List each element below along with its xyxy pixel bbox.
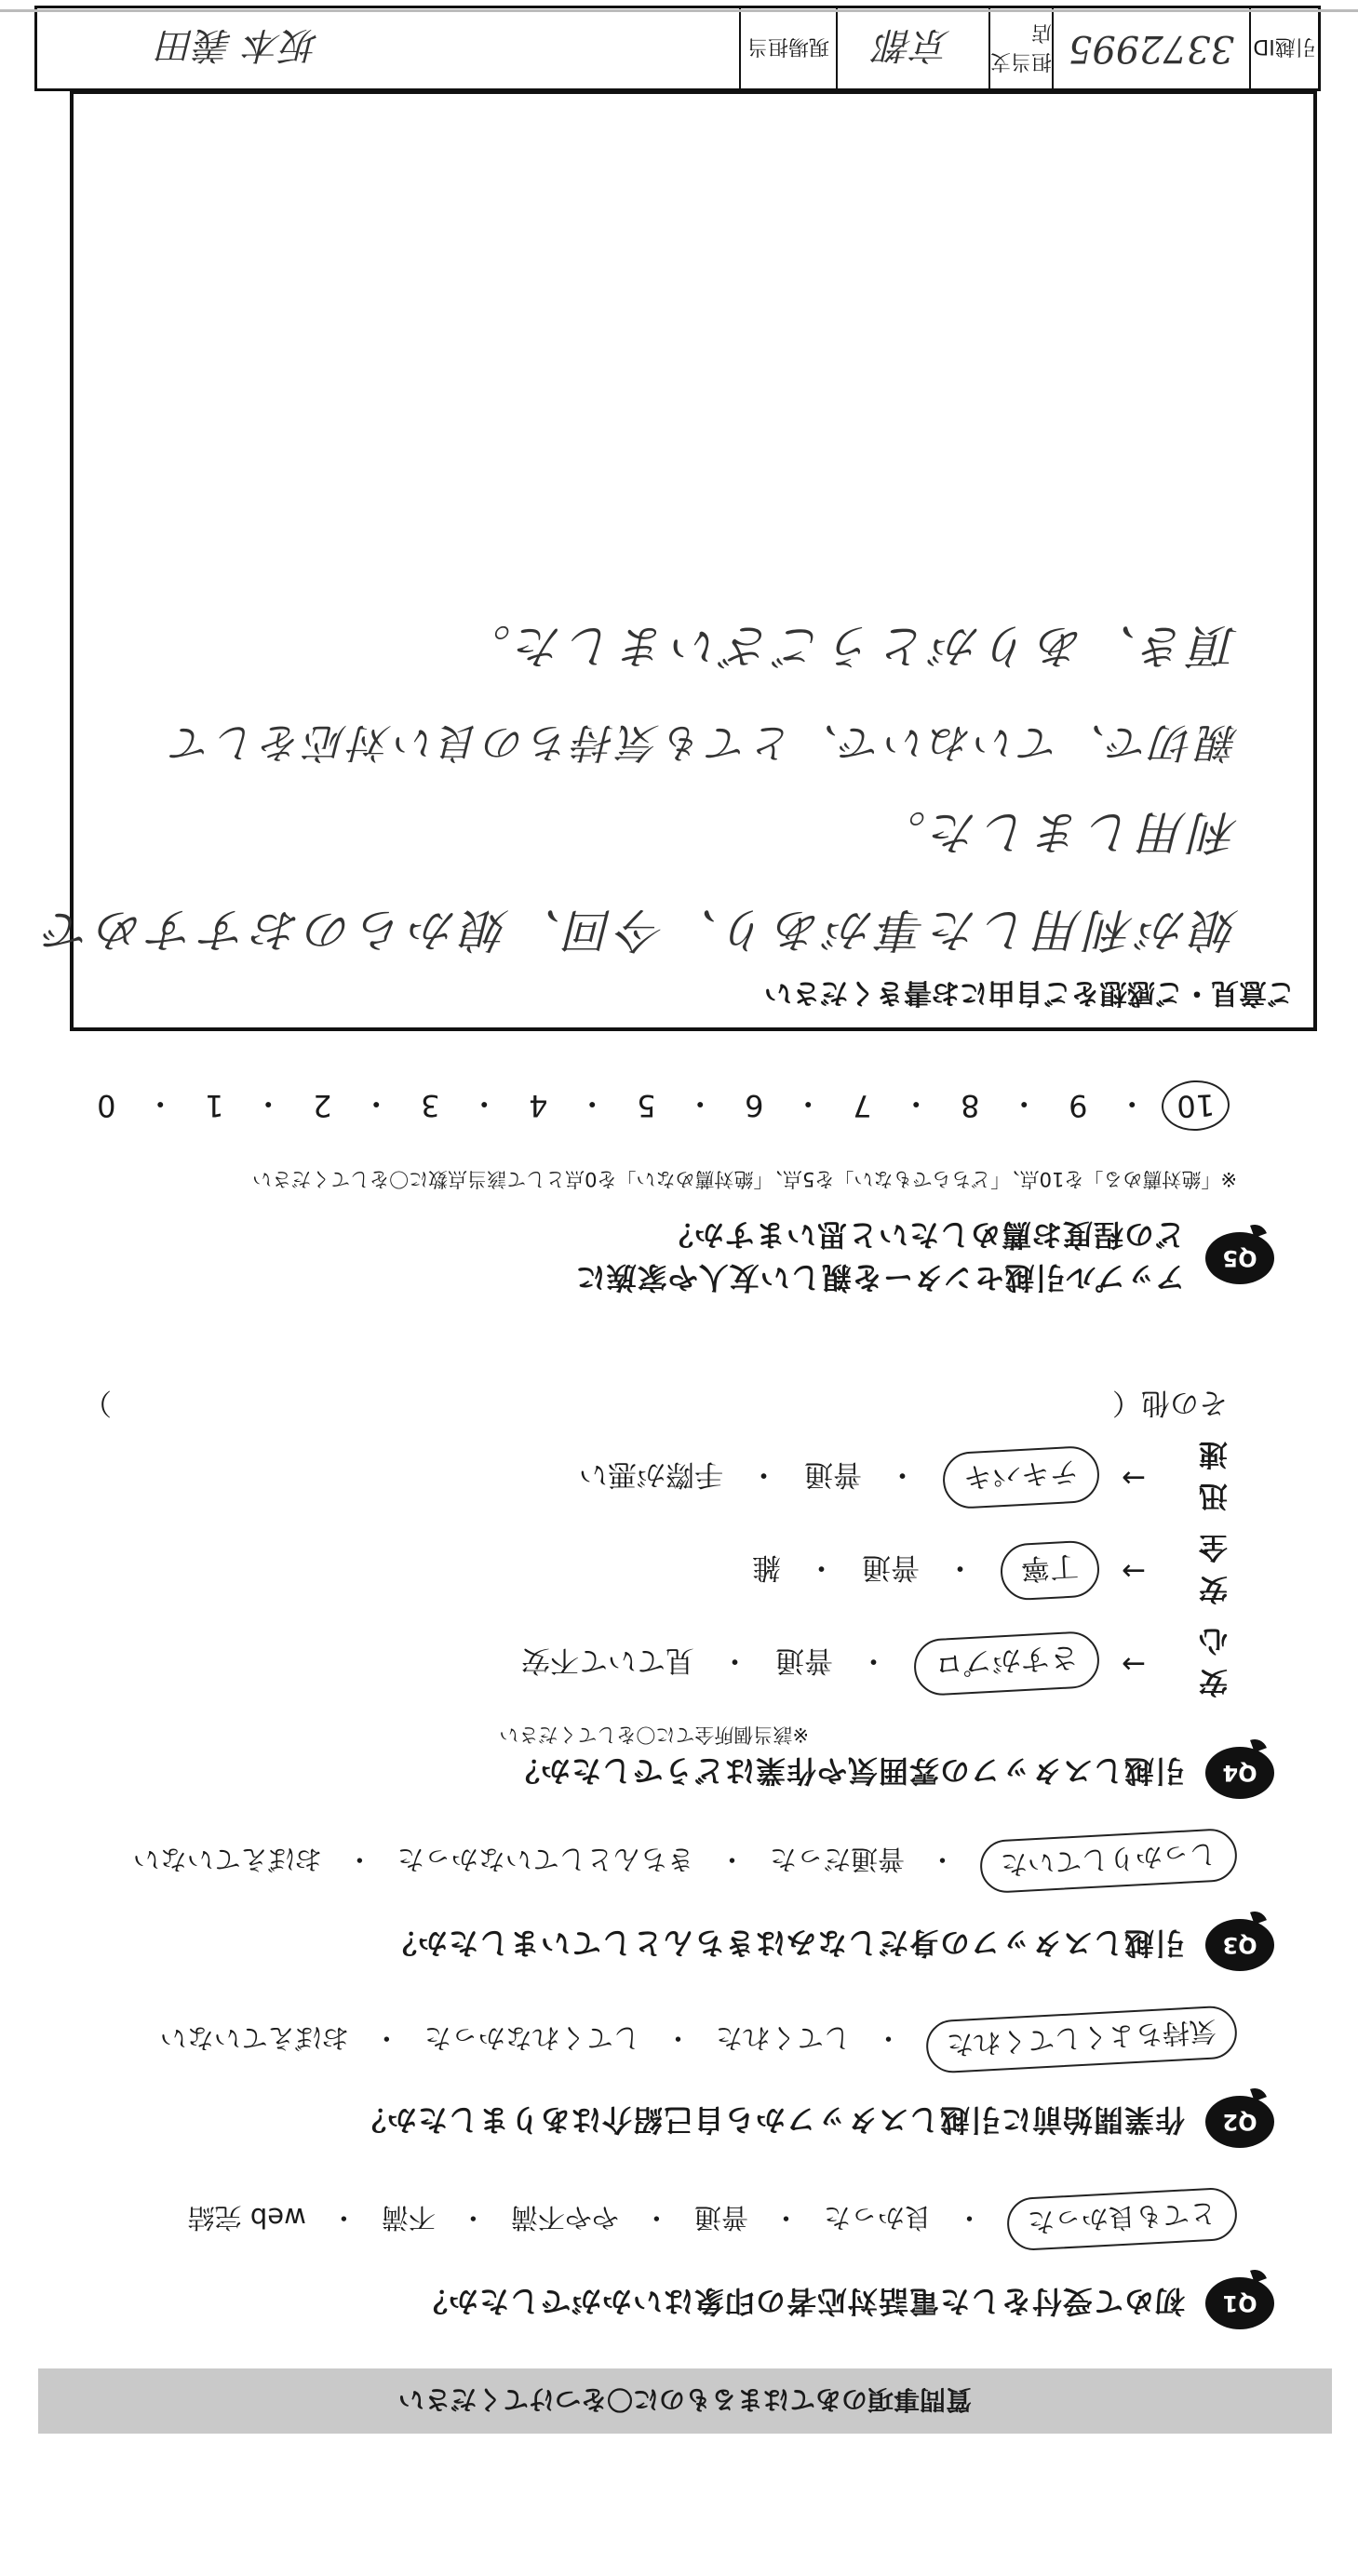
q4-option[interactable]: 丁寧: [999, 1540, 1100, 1602]
q4-other-close: ）: [83, 1386, 112, 1419]
q2-option[interactable]: してくれなかった: [424, 2022, 640, 2054]
q5-question: [575, 1215, 1185, 1301]
q3-option[interactable]: しっかりしていた: [979, 1828, 1239, 1894]
q2-question: 作業開始前に引越しスタッフから自己紹介はありましたか？: [355, 2102, 1185, 2138]
leader-value: 坂本 義田: [158, 23, 319, 67]
comment-line: 親切で、ていねいで、とても気持ちの良い対応をして: [168, 718, 1239, 766]
comment-line: 利用しました。: [874, 805, 1239, 859]
q5-line2: どの程度お薦めしたいと思いますか？: [662, 1217, 1185, 1253]
q4-option[interactable]: 手際が悪い: [579, 1457, 724, 1492]
q1-option[interactable]: 普通: [693, 2202, 748, 2234]
q1-badge: Q1: [1205, 2277, 1274, 2329]
q3-row: [386, 1919, 1274, 1971]
q5-line1: アップル引越センターを親しい友人や家族に: [574, 1260, 1185, 1295]
comment-line: 頂き、ありがとうございました。: [459, 619, 1239, 673]
q4-note: ※該当個所全てに〇をしてください: [499, 1724, 809, 1746]
q2-option[interactable]: 気持ちよくしてくれた: [925, 2005, 1239, 2073]
q1-options: とても良かった ・ 良かった ・ 普通 ・ やや不満 ・ 不満 ・ web 完結: [188, 2193, 1237, 2246]
q4-option[interactable]: 普通: [804, 1457, 863, 1492]
q3-option[interactable]: きちんとしていなかった: [397, 1844, 694, 1875]
q4-row-anzen: 安全 → 丁寧 ・ 普通 ・ 雑: [752, 1529, 1228, 1613]
q2-badge: Q2: [1205, 2096, 1274, 2148]
q4-question: 引越しスタッフの雰囲気や作業はどうでしたか？: [508, 1753, 1185, 1789]
q4-badge: Q4: [1205, 1747, 1274, 1799]
q4-other-label: その他（: [1112, 1386, 1228, 1419]
id-value: 3372995: [1052, 8, 1249, 88]
scale-option[interactable]: 9: [1069, 1088, 1088, 1123]
q4-option[interactable]: 普通: [862, 1550, 921, 1585]
q1-option[interactable]: web 完結: [187, 2202, 306, 2234]
branch-label: 担当支店: [988, 8, 1052, 88]
q2-option[interactable]: おぼえていない: [159, 2022, 349, 2054]
q1-option[interactable]: 不満: [381, 2202, 436, 2234]
q4-row: [509, 1747, 1274, 1799]
q5-row: [575, 1215, 1274, 1301]
q3-options: しっかりしていた ・ 普通だった ・ きちんとしていなかった ・ おぼえていない: [133, 1834, 1237, 1887]
comment-line: 娘が利用した事があり、今回、娘からのおすすめで: [39, 903, 1239, 957]
scale-option[interactable]: 10: [1161, 1079, 1230, 1133]
instruction-banner: 質問事項のあてはまるものに〇をつけてください: [38, 2368, 1332, 2434]
q4-option[interactable]: さすがプロ: [913, 1630, 1101, 1697]
q4-option[interactable]: 雑: [752, 1550, 782, 1585]
q2-option[interactable]: してくれた: [715, 2022, 851, 2054]
q1-row: [417, 2277, 1274, 2329]
q3-question: 引越しスタッフの身だしなみはきちんとしていましたか？: [385, 1925, 1185, 1961]
scale-option[interactable]: 4: [529, 1088, 548, 1123]
comment-box[interactable]: [39, 90, 1317, 1031]
q5-note: ※「絶対薦める」を10点、「どちらでもない」を5点、「絶対薦めない」を0点として該当点数に〇をしてください: [252, 1168, 1237, 1190]
q3-option[interactable]: おぼえていない: [132, 1844, 322, 1875]
arrow-icon: →: [1122, 1554, 1146, 1588]
branch-value: 京都: [836, 8, 988, 88]
scale-option[interactable]: 7: [853, 1088, 872, 1123]
q4-option[interactable]: 見ていて不安: [521, 1644, 695, 1678]
scale-option[interactable]: 8: [961, 1088, 980, 1123]
q1-option[interactable]: やや不満: [510, 2202, 619, 2234]
scale-option[interactable]: 5: [637, 1088, 656, 1123]
q4-row-label: 安心: [1193, 1623, 1228, 1698]
arrow-icon: →: [1122, 1461, 1146, 1495]
q4-row-jinsoku: 迅速 → テキパキ ・ 普通 ・ 手際が悪い: [579, 1436, 1228, 1520]
scale-option[interactable]: 3: [421, 1088, 440, 1123]
q1-option[interactable]: とても良かった: [1006, 2187, 1239, 2252]
scale-option[interactable]: 1: [205, 1088, 224, 1123]
q1-option[interactable]: 良かった: [823, 2202, 932, 2234]
q4-option[interactable]: 普通: [775, 1644, 834, 1678]
q4-row-label: 安全: [1193, 1530, 1228, 1605]
id-label: 引越ID: [1249, 8, 1318, 88]
id-table: [34, 6, 1321, 91]
q3-badge: Q3: [1205, 1919, 1274, 1971]
scale-option[interactable]: 0: [97, 1088, 116, 1123]
scan-edge: [0, 9, 1358, 12]
scale-option[interactable]: 6: [745, 1088, 764, 1123]
q4-option[interactable]: テキパキ: [942, 1445, 1101, 1510]
q2-row: [356, 2096, 1274, 2148]
leader-label: 現場担当: [739, 8, 836, 88]
q1-question: 初めて受付をした電話対応者の印象はいかがでしたか？: [416, 2284, 1185, 2319]
scale-option[interactable]: 2: [313, 1088, 332, 1123]
q3-option[interactable]: 普通だった: [769, 1844, 905, 1875]
q2-options: 気持ちよくしてくれた ・ してくれた ・ してくれなかった ・ おぼえていない: [160, 2013, 1237, 2066]
q5-scale: 10 ・ 9 ・ 8 ・ 7 ・ 6 ・ 5 ・ 4 ・ 3 ・ 2 ・ 1 ・ 0: [74, 1080, 1237, 1131]
q5-badge: Q5: [1205, 1232, 1274, 1284]
q4-other: [83, 1385, 1228, 1427]
arrow-icon: →: [1122, 1647, 1146, 1681]
q4-row-label: 迅速: [1193, 1437, 1228, 1512]
comment-heading: ご意見・ご感想をご自由にお書きください: [764, 976, 1295, 1009]
q4-row-anshin: 安心 → さすがプロ ・ 普通 ・ 見ていて不安: [521, 1622, 1228, 1706]
